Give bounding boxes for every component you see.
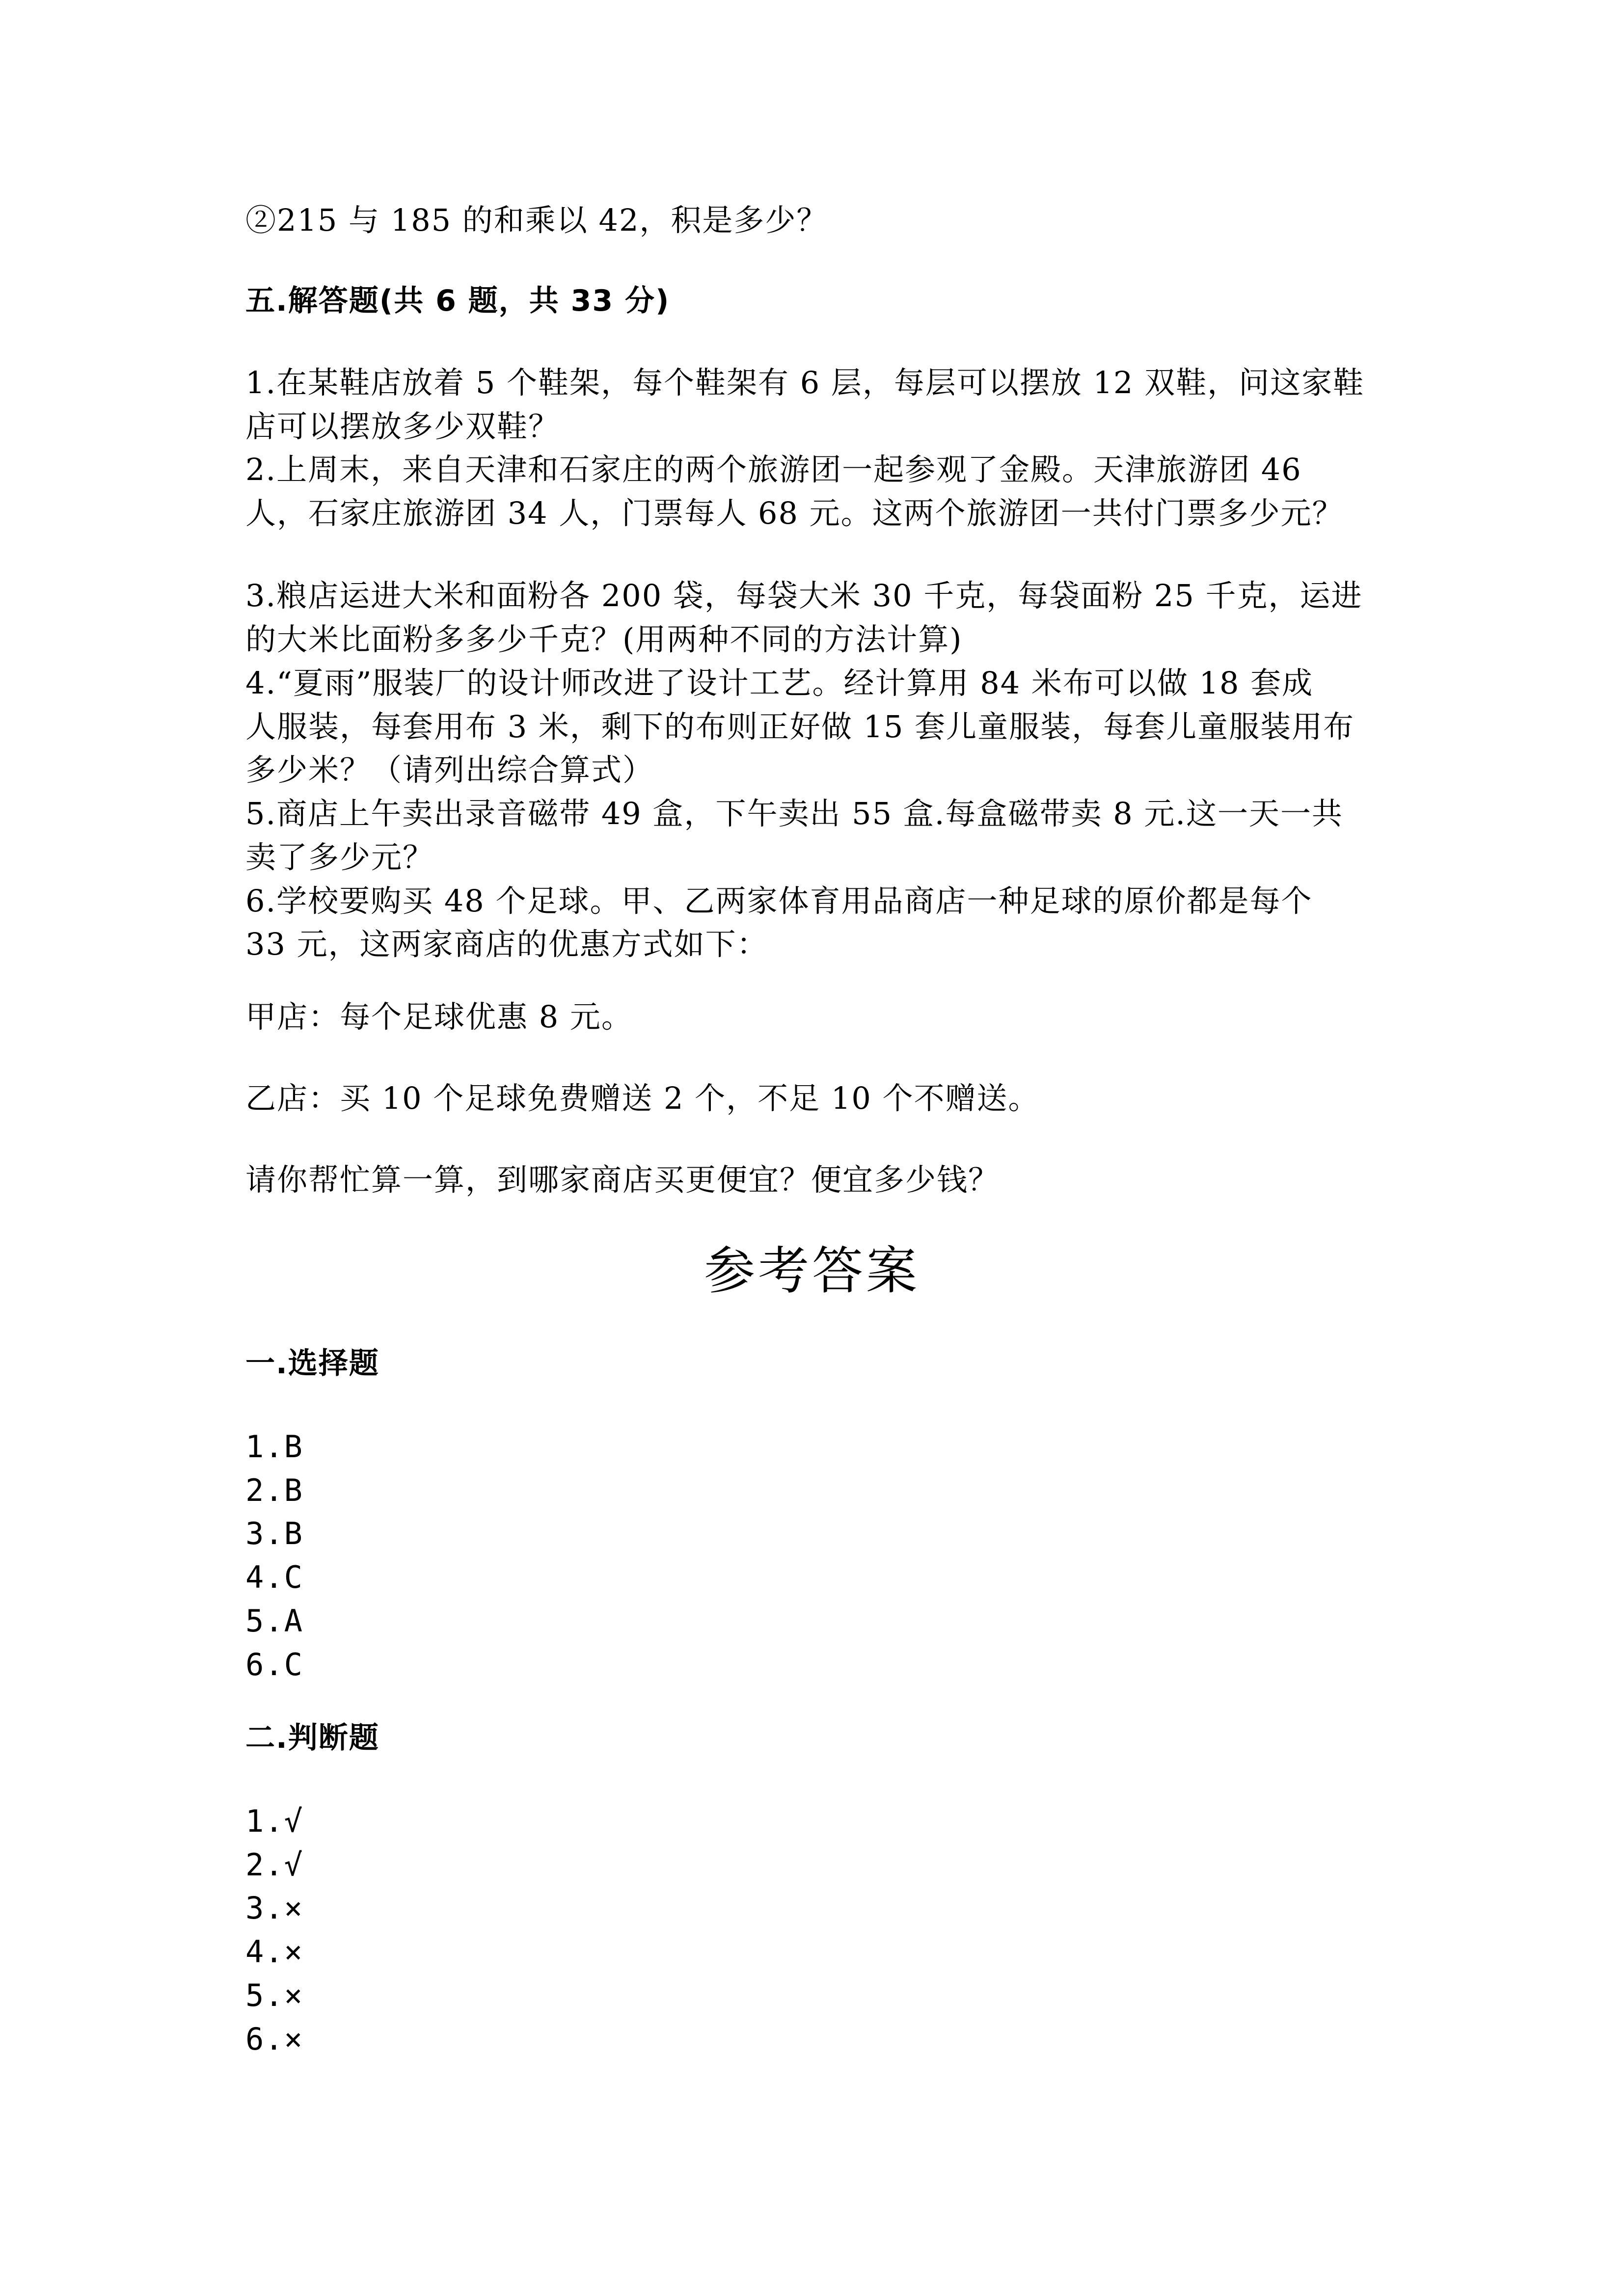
answer-item: 6.C — [245, 1647, 303, 1682]
answer-item: 3.× — [245, 1890, 303, 1926]
answers-section2-heading: 二.判断题 — [245, 1721, 379, 1755]
answer-item: 2.B — [245, 1472, 303, 1508]
answer-item: 3.B — [245, 1516, 303, 1551]
q4-line3: 多少米？（请列出综合算式） — [245, 752, 654, 788]
part5-heading: 五.解答题(共 6 题，共 33 分) — [245, 284, 670, 318]
q6-question: 请你帮忙算一算，到哪家商店买更便宜？便宜多少钱？ — [245, 1162, 1000, 1198]
answers-section1-heading: 一.选择题 — [245, 1346, 379, 1381]
q1-line2: 店可以摆放多少双鞋？ — [245, 408, 560, 444]
q4-line1: 4.“夏雨”服装厂的设计师改进了设计工艺。经计算用 84 米布可以做 18 套成 — [245, 665, 1314, 701]
answer-item: 5.A — [245, 1603, 303, 1639]
q5-line1: 5.商店上午卖出录音磁带 49 盒，下午卖出 55 盒.每盒磁带卖 8 元.这一天一共 — [245, 796, 1344, 831]
answer-item: 2.√ — [245, 1847, 303, 1883]
q4-line2: 人服装，每套用布 3 米，剩下的布则正好做 15 套儿童服装，每套儿童服装用布 — [245, 709, 1355, 745]
q6-line1: 6.学校要购买 48 个足球。甲、乙两家体育用品商店一种足球的原价都是每个 — [245, 883, 1313, 919]
answer-item: 5.× — [245, 1977, 303, 2013]
q3-line2: 的大米比面粉多多少千克？(用两种不同的方法计算) — [245, 621, 963, 657]
part4-question-2: ②215 与 185 的和乘以 42，积是多少？ — [245, 202, 828, 238]
q6-shop-b: 乙店：买 10 个足球免费赠送 2 个，不足 10 个不赠送。 — [245, 1080, 1040, 1116]
answers-title: 参考答案 — [704, 1241, 920, 1301]
answer-item: 4.C — [245, 1559, 303, 1595]
answer-item: 4.× — [245, 1934, 303, 1970]
answer-item: 1.√ — [245, 1803, 303, 1839]
q6-shop-a: 甲店：每个足球优惠 8 元。 — [245, 999, 633, 1035]
answer-item: 1.B — [245, 1429, 303, 1465]
q3-line1: 3.粮店运进大米和面粉各 200 袋，每袋大米 30 千克，每袋面粉 25 千克，运进 — [245, 578, 1363, 614]
q5-line2: 卖了多少元？ — [245, 839, 434, 875]
q2-line2: 人，石家庄旅游团 34 人，门票每人 68 元。这两个旅游团一共付门票多少元？ — [245, 495, 1344, 531]
q1-line1: 1.在某鞋店放着 5 个鞋架，每个鞋架有 6 层，每层可以摆放 12 双鞋，问这家鞋 — [245, 365, 1365, 400]
q2-line1: 2.上周末，来自天津和石家庄的两个旅游团一起参观了金殿。天津旅游团 46 — [245, 452, 1302, 487]
answer-item: 6.× — [245, 2021, 303, 2057]
q6-line2: 33 元，这两家商店的优惠方式如下： — [245, 926, 768, 962]
